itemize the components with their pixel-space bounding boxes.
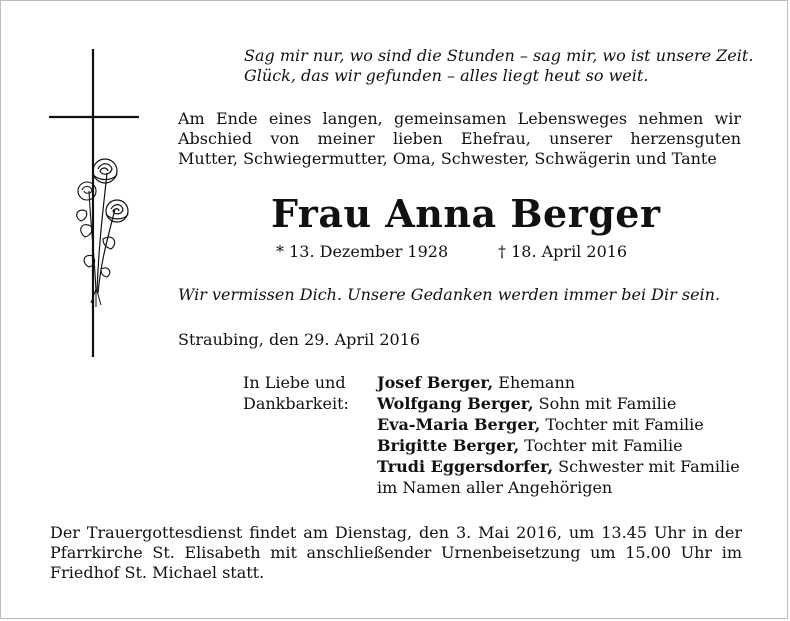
death-date: † 18. April 2016 — [498, 242, 628, 261]
deceased-name: Frau Anna Berger — [271, 191, 661, 236]
place-date: Straubing, den 29. April 2016 — [178, 330, 421, 349]
intro-line: Abschied von meiner lieben Ehefrau, unserer herzensguten — [178, 129, 741, 148]
mourner-row — [377, 435, 740, 456]
intro-line: Mutter, Schwiegermutter, Oma, Schwester, Schwägerin und Tante — [178, 149, 717, 168]
thanks-label-line: In Liebe und — [243, 373, 346, 392]
service-line: Pfarrkirche St. Elisabeth mit anschließender Urnenbeisetzung um 15.00 Uhr im — [50, 543, 742, 562]
mourner-row — [377, 414, 740, 435]
mourner-relation: Sohn mit Familie — [533, 394, 677, 413]
intro-text — [178, 109, 741, 169]
verse-line: Glück, das wir gefunden – alles liegt heut so weit. — [244, 66, 649, 85]
mourner-relation: im Namen aller Angehörigen — [377, 478, 613, 497]
mourner-row — [377, 372, 740, 393]
thanks-label — [243, 372, 349, 414]
mourner-relation: Schwester mit Familie — [553, 457, 740, 476]
motto: Wir vermissen Dich. Unsere Gedanken werden immer bei Dir sein. — [178, 285, 721, 304]
mourners-list — [377, 372, 740, 498]
mourner-row — [377, 477, 740, 498]
mourner-relation: Ehemann — [493, 373, 576, 392]
mourner-relation: Tochter mit Familie — [540, 415, 704, 434]
mourner-name: Eva-Maria Berger, — [377, 415, 541, 434]
verse-line: Sag mir nur, wo sind die Stunden – sag mir, wo ist unsere Zeit. — [244, 46, 754, 65]
mourner-row — [377, 393, 740, 414]
intro-line: Am Ende eines langen, gemeinsamen Lebensweges nehmen wir — [178, 109, 741, 128]
mourner-name: Trudi Eggersdorfer, — [377, 457, 554, 476]
service-line: Der Trauergottesdienst findet am Dienstag, den 3. Mai 2016, um 13.45 Uhr in der — [50, 523, 742, 542]
mourner-name: Brigitte Berger, — [377, 436, 520, 455]
service-info — [50, 523, 742, 583]
thanks-label-line: Dankbarkeit: — [243, 394, 349, 413]
mourner-row — [377, 456, 740, 477]
service-line: Friedhof St. Michael statt. — [50, 563, 265, 582]
verse — [244, 46, 764, 86]
mourner-relation: Tochter mit Familie — [519, 436, 683, 455]
birth-date: * 13. Dezember 1928 — [276, 242, 449, 261]
life-dates — [276, 242, 628, 262]
mourner-name: Josef Berger, — [377, 373, 494, 392]
cross-with-roses-icon — [41, 41, 151, 361]
mourner-name: Wolfgang Berger, — [377, 394, 534, 413]
